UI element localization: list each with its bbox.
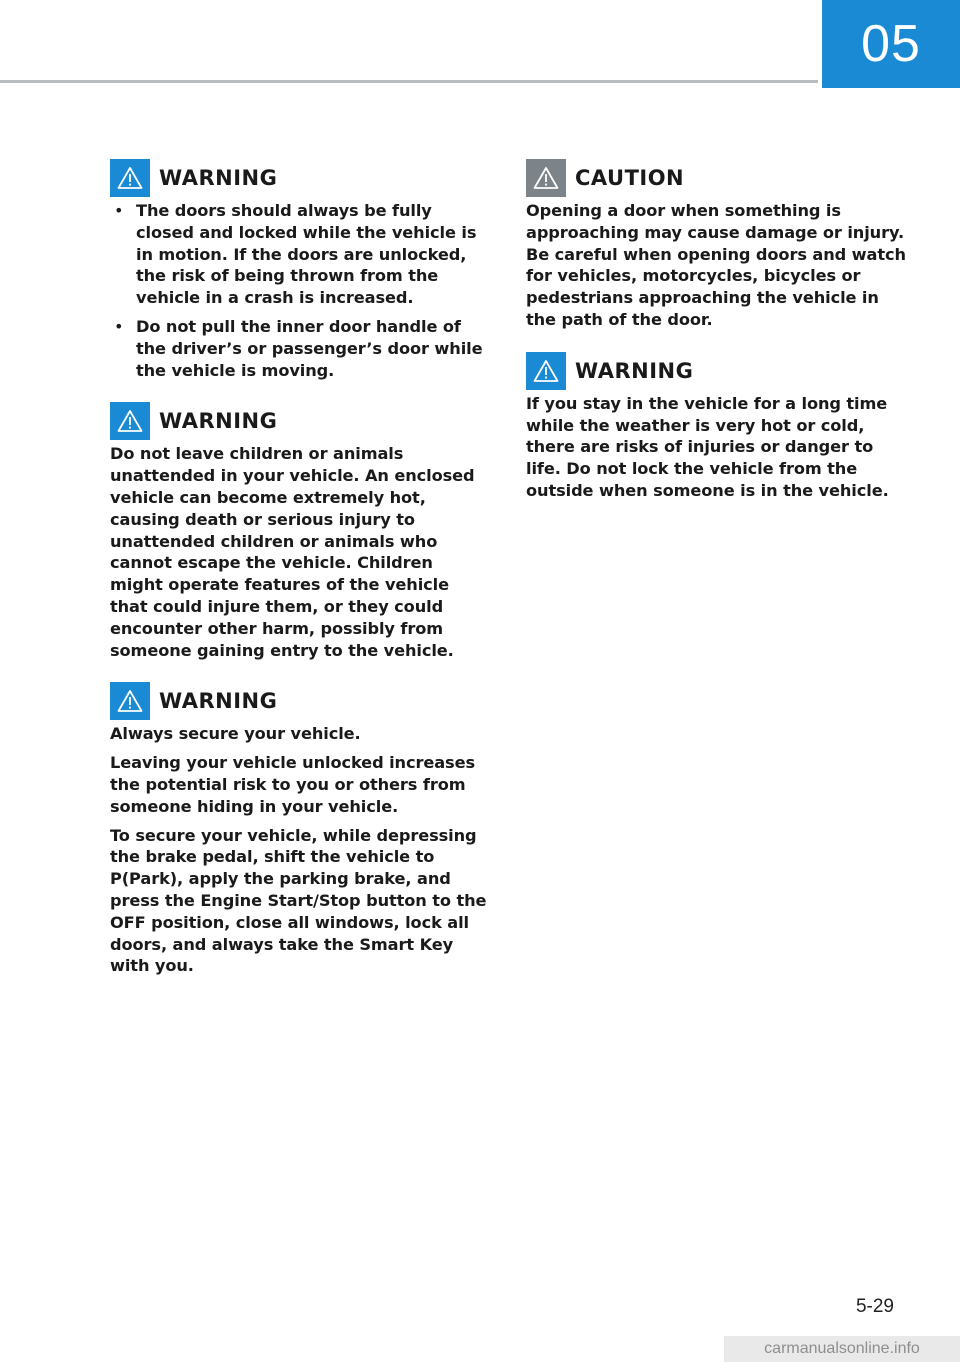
chapter-tab [822,0,960,88]
notice-paragraph: If you stay in the vehicle for a long time while the weather is very hot or cold, there are risks of injuries or danger to life. Do not lock the vehicle from the outside when someone is in the vehicle. [526,393,889,500]
notice-header [526,351,906,391]
notice-header [110,158,490,198]
warning-triangle-icon [110,159,150,197]
header-rule [0,80,818,83]
page-number: 5-29 [855,1296,894,1317]
right-column [526,158,906,522]
watermark[interactable]: carmanualsonline.info [724,1336,960,1362]
notice-title: WARNING [159,409,278,434]
notice-body [110,443,490,661]
list-item: • Do not pull the inner door handle of the driver’s or passenger’s door while the vehicle is moving. [110,316,490,381]
notice-paragraph: Opening a door when something is approaching may cause damage or injury. Be careful when opening doors and watch for vehicles, motorcycles, bicycles or pedestrians approaching the vehicle in the path of the door. [526,201,906,329]
warning-notice-weather [526,351,906,502]
notice-title: WARNING [575,358,694,383]
notice-paragraph: Do not leave children or animals unattended in your vehicle. An enclosed vehicle can become extremely hot, causing death or serious injury to unattended children or animals who cannot escape the vehicle. Children might operate features of the vehicle that could injure them, or they could encounter other harm, possibly from someone gaining entry to the vehicle. [110,444,475,660]
chapter-number: 05 [861,15,921,73]
notice-body [110,723,490,977]
notice-body [110,200,490,381]
caution-notice-door-opening [526,158,906,331]
notice-title: WARNING [159,689,278,714]
notice-body [526,200,906,331]
bullet-list [110,200,490,381]
notice-header [526,158,906,198]
warning-notice-children [110,401,490,661]
list-item: • The doors should always be fully closed and locked while the vehicle is in motion. If the doors are unlocked, the risk of being thrown from the vehicle in a crash is increased. [110,200,490,309]
warning-triangle-icon [110,402,150,440]
notice-title: WARNING [159,166,278,190]
notice-body [526,393,906,502]
notice-paragraph: Always secure your vehicle. [110,724,361,744]
warning-notice-doors [110,158,490,381]
notice-paragraph: Leaving your vehicle unlocked increases the potential risk to you or others from someone hiding in your vehicle. [110,753,475,816]
notice-header [110,681,490,721]
caution-triangle-icon [526,159,566,197]
left-column [110,158,490,997]
warning-triangle-icon [110,682,150,720]
notice-title: CAUTION [575,166,685,190]
warning-notice-secure [110,681,490,977]
notice-header [110,401,490,441]
warning-triangle-icon [526,352,566,390]
notice-paragraph: To secure your vehicle, while depressing the brake pedal, shift the vehicle to P(Park), apply the parking brake, and press the Engine Start/Stop button to the OFF position, close all windows, lock all doors, and always take the Smart Key with you. [110,825,487,976]
